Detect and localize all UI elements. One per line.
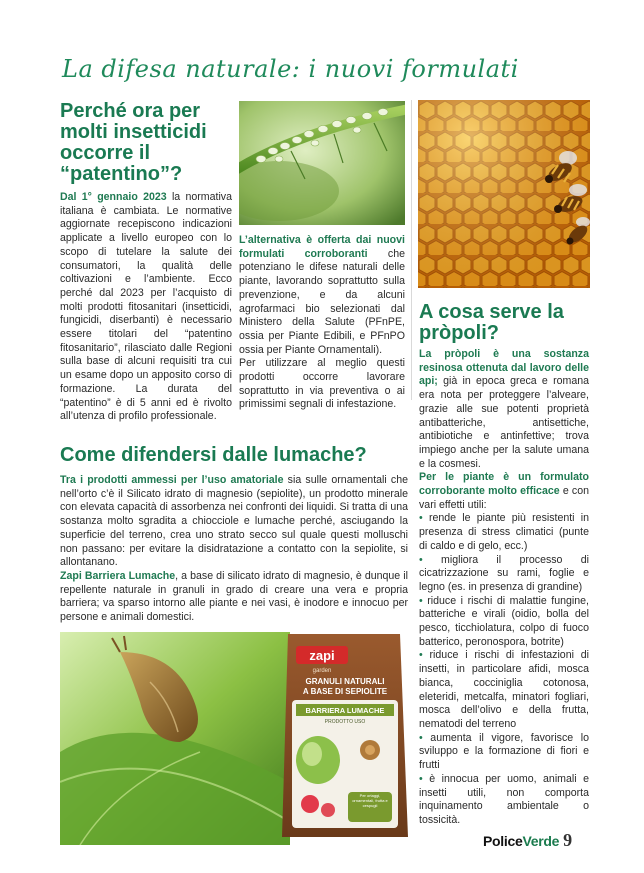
alternativa-text-column	[239, 234, 405, 412]
propoli-text-column	[419, 348, 589, 828]
section-heading-insetticidi: Perché ora per molti insetticidi occorre il “patentino”?	[60, 100, 207, 185]
page-footer	[483, 830, 572, 851]
lumache-paragraph-1: Tra i prodotti ammessi per l’uso amatoriale sia sulle ornamentali che nell’orto c’è il Silicato idrato di magnesio (sepiolite), un prodotto minerale con elevata capacità di assorbenza nei confronti dei liquidi. Si tratta di una sostanza molto sgradita a chiocciole e lumache perché, asciugando la superficie del terreno, crea uno strato secco sul quale questi molluschi non passano: per evitare la disidratazione a contatto con la sepiolite, si allontanano.	[60, 474, 408, 569]
section-heading-propoli: A cosa serve la pròpoli?	[419, 301, 564, 344]
bag-product-sub: PRODOTTO USO	[324, 719, 366, 725]
insetticidi-lead: Dal 1° gennaio 2023	[60, 191, 167, 203]
bag-product-name: BARRIERA LUMACHE	[305, 706, 385, 715]
slug-product-photo	[60, 632, 410, 845]
lumache-paragraph-2: Zapi Barriera Lumache, a base di silicato idrato di magnesio, è dunque il repellente naturale in granuli in grado di creare una vera e propria barriera; va sparso intorno alle piante e nei vasi, è inodore e innocuo per persone e animali domestici.	[60, 569, 408, 624]
bag-brand: zapi	[309, 648, 335, 663]
insetticidi-paragraph-1: Dal 1° gennaio 2023 la normativa italiana è cambiata. Le normative aggiornate recepiscono indicazioni applicate a livello europeo con lo scopo di tutelare la salute dei consumatori, la qualità delle coltivazioni e l’ambiente. Ecco perché dal 2023 per l’acquisto di molti prodotti fitosanitari (insetticidi, fungicidi, diserbanti) è necessario essere titolari del “patentino fitosanitario”, rilasciato dalle Regioni sulla base di alcuni requisiti tra cui un esame dopo un apposito corso di formazione. La durata del “patentino” è di 5 anni ed è rivolto all’utenza di profilo professionale.	[60, 191, 232, 423]
section-heading-lumache: Come difendersi dalle lumache?	[60, 444, 367, 466]
propoli-bullet: • rende le piante più resistenti in presenza di stress climatici (punte di caldo e di gelo, ecc.)	[419, 512, 589, 553]
alternativa-lead: L’alternativa è offerta dai nuovi formulati corroboranti	[239, 234, 405, 260]
page-title: La difesa naturale: i nuovi formulati	[62, 55, 519, 83]
propoli-paragraph-2: Per le piante è un formulato corroborante molto efficace e con vari effetti utili:	[419, 471, 589, 511]
column-divider	[411, 100, 412, 400]
propoli-bullet: • è innocua per uomo, animali e insetti utili, non comporta inquinamento ambientale o tossicità.	[419, 773, 589, 828]
page-number: 9	[563, 830, 573, 850]
magazine-logo: PoliceVerde	[483, 833, 560, 849]
bag-line-2: A BASE DI SEPIOLITE	[302, 687, 388, 696]
lumache-lead: Tra i prodotti ammessi per l’uso amatoriale	[60, 474, 284, 486]
lumache-text-column	[60, 474, 408, 625]
zapi-product-name: Zapi Barriera Lumache	[60, 569, 176, 582]
honeycomb-bees-photo	[418, 100, 590, 288]
propoli-bullet: • riduce i rischi di infestazioni di insetti, in particolare afidi, mosca bianca, cocciniglia cotonosa, eleteridi, metcalfa, minatori fogliari, mosca dell’olivo e della frutta, nematodi del terreno	[419, 649, 589, 731]
propoli-bullet: • riduce i rischi di malattie fungine, batteriche e virali (oidio, bolla del pesco, ticchiolatura, colpo di fuoco batterico, peronospora, botrite)	[419, 595, 589, 650]
insetticidi-text-column	[60, 191, 232, 424]
bag-badge: Per ortaggi, ornamentali, frutta e cespugli	[352, 793, 388, 808]
propoli-lead: La pròpoli è una sostanza resinosa ottenuta dal lavoro delle api;	[419, 348, 589, 388]
propoli-paragraph-1: La pròpoli è una sostanza resinosa ottenuta dal lavoro delle api; già in epoca greca e romana era nota per proteggere l’alveare, grazie alle sue potenti proprietà antibatteriche, antisettiche, antibiotiche e antinfettive; trova impiego anche per la salute umana e la cosmesi.	[419, 348, 589, 470]
propoli-bullet: • migliora il processo di cicatrizzazione su rami, foglie e legno (es. in presenza di grandine)	[419, 554, 589, 595]
bag-brand-sub: garden	[312, 668, 332, 674]
zapi-bag	[282, 634, 408, 837]
aphid-stem-photo	[239, 101, 405, 225]
bag-line-1: GRANULI NATURALI	[305, 677, 385, 686]
alternativa-paragraph: L’alternativa è offerta dai nuovi formulati corroboranti che potenziano le difese naturali delle piante, lavorando soprattutto sulla prevenzione, e da alcuni agrofarmaci bio selezionati dal Ministero della Salute (PFnPE, ossia per Piante Edibili, e PFnPO ossia per Piante Ornamentali).	[239, 234, 405, 356]
propoli-lead-2: Per le piante è un formulato corroborante molto efficace	[419, 471, 589, 498]
utilizzo-paragraph: Per utilizzare al meglio questi prodotti occorre lavorare soprattutto in via preventiva o ai primissimi segnali di infestazione.	[239, 357, 405, 411]
propoli-bullet: • aumenta il vigore, favorisce lo sviluppo e la formazione di fiori e frutti	[419, 732, 589, 773]
